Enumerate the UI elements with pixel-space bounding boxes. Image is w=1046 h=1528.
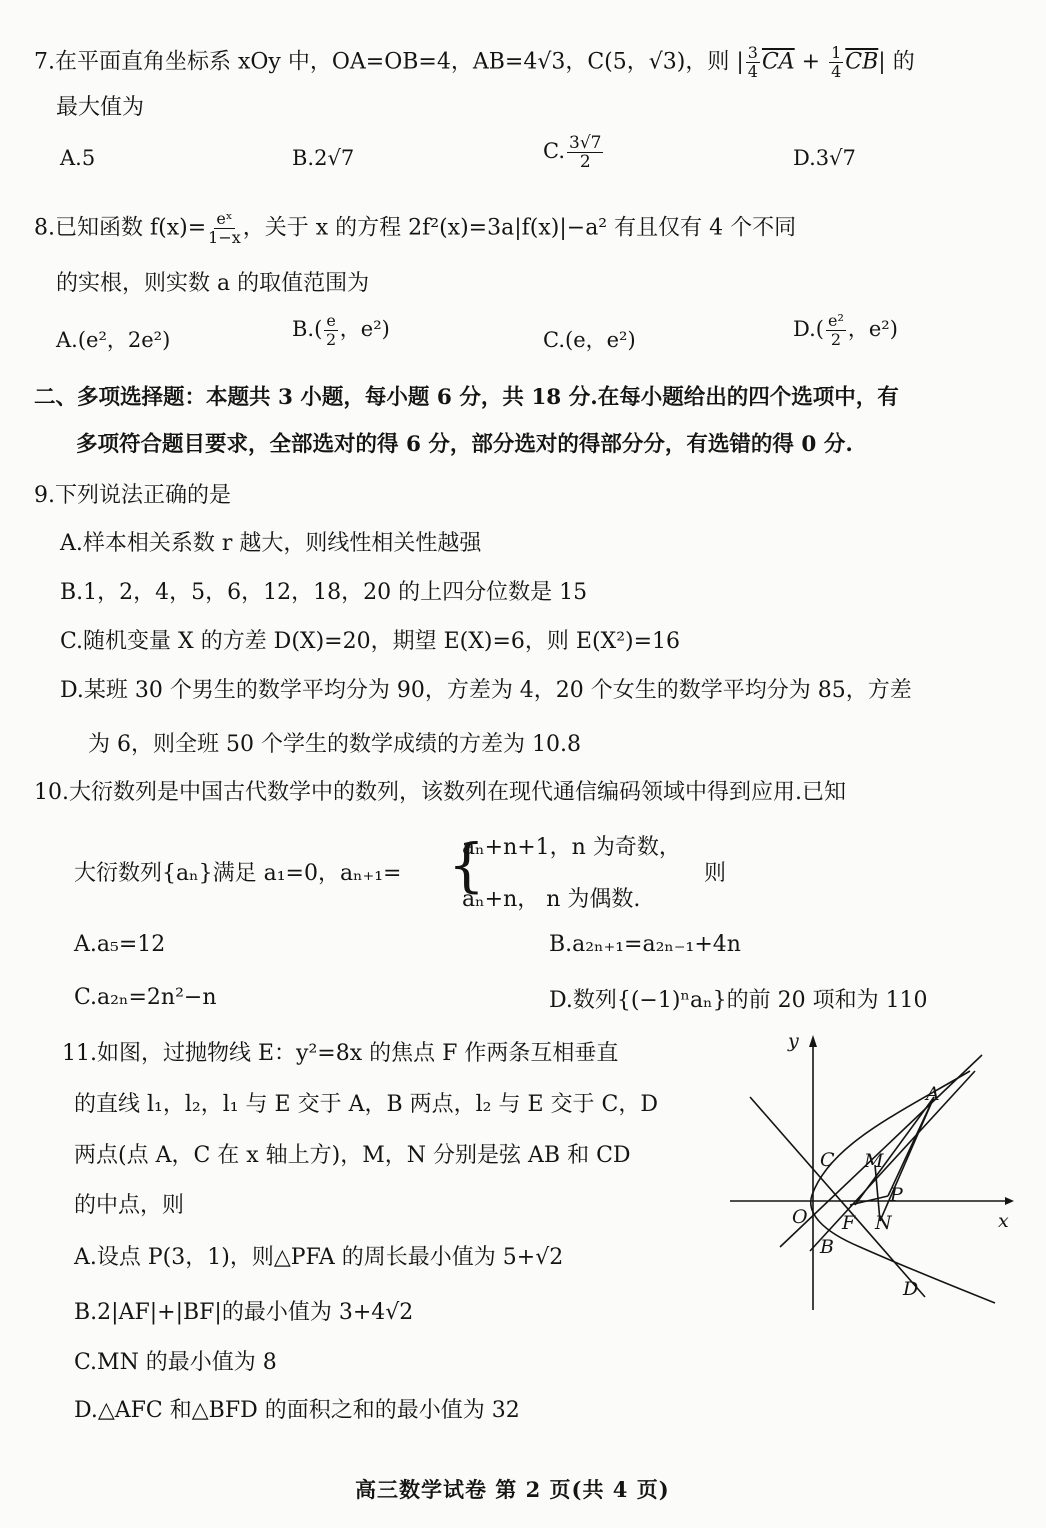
q7-option-c-den: 2 bbox=[579, 152, 591, 172]
label-y: y bbox=[788, 1030, 799, 1052]
q7-option-c-label: C. bbox=[543, 139, 565, 163]
q10-case-even: aₙ+n， n 为偶数. bbox=[462, 887, 641, 912]
label-m: M bbox=[864, 1150, 884, 1172]
q11-stem-line2: 的直线 l₁，l₂，l₁ 与 E 交于 A，B 两点，l₂ 与 E 交于 C，D bbox=[74, 1092, 659, 1117]
q7-option-c-num: 3√7 bbox=[569, 133, 602, 153]
label-f: F bbox=[842, 1212, 856, 1234]
q11-option-c: C.MN 的最小值为 8 bbox=[74, 1350, 277, 1375]
q10-stem-then: 则 bbox=[704, 861, 727, 886]
q10-option-b: B.a₂ₙ₊₁=a₂ₙ₋₁+4n bbox=[549, 932, 741, 957]
parabola-curve bbox=[811, 1071, 995, 1303]
q9-option-b: B.1，2，4，5，6，12，18，20 的上四分位数是 15 bbox=[60, 580, 588, 605]
q10-case-brace: { bbox=[448, 831, 485, 899]
section2-line2: 多项符合题目要求，全部选对的得 6 分，部分选对的得部分分，有选错的得 0 分. bbox=[76, 432, 853, 457]
q11-option-b: B.2|AF|+|BF|的最小值为 3+4√2 bbox=[74, 1300, 414, 1325]
q8-option-b-den: 2 bbox=[325, 330, 337, 349]
label-p: P bbox=[890, 1184, 903, 1206]
q7-plus: + bbox=[794, 49, 828, 75]
q8-frac-den: 1−x bbox=[208, 228, 241, 247]
q8-option-b bbox=[292, 312, 390, 349]
q9-option-c: C.随机变量 X 的方差 D(X)=20，期望 E(X)=6，则 E(X²)=16 bbox=[60, 629, 681, 654]
q8-option-b-num: e bbox=[326, 311, 336, 330]
q7-stem-tail: | 的 bbox=[878, 49, 915, 75]
q8-option-b-post: ，e²) bbox=[339, 317, 390, 341]
q8-stem-text: 8.已知函数 f(x)= bbox=[34, 215, 207, 241]
q7-frac1 bbox=[746, 44, 760, 81]
q8-option-d-frac bbox=[826, 312, 846, 349]
q8-option-c: C.(e，e²) bbox=[543, 328, 636, 352]
q7-frac1-den: 4 bbox=[747, 62, 758, 81]
q10-option-a: A.a₅=12 bbox=[74, 932, 166, 957]
q8-frac bbox=[208, 210, 241, 247]
q9-stem: 9.下列说法正确的是 bbox=[34, 483, 231, 508]
q11-stem-line4: 的中点，则 bbox=[74, 1193, 185, 1218]
parabola-figure bbox=[720, 1025, 1020, 1315]
q7-option-c-frac bbox=[567, 134, 603, 171]
q9-option-a: A.样本相关系数 r 越大，则线性相关性越强 bbox=[60, 531, 482, 556]
q8-option-b-frac bbox=[324, 312, 337, 349]
q11-stem-line3: 两点(点 A，C 在 x 轴上方)，M，N 分别是弦 AB 和 CD bbox=[74, 1143, 631, 1168]
q7-frac2-num: 1 bbox=[831, 43, 842, 62]
section2-line1: 二、多项选择题：本题共 3 小题，每小题 6 分，共 18 分.在每小题给出的四个选项中，有 bbox=[34, 385, 899, 410]
q8-option-a: A.(e²，2e²) bbox=[56, 328, 171, 352]
page-footer: 高三数学试卷 第 2 页(共 4 页) bbox=[355, 1477, 670, 1502]
q9-option-d-line1: D.某班 30 个男生的数学平均分为 90，方差为 4，20 个女生的数学平均分为 85，方差 bbox=[60, 678, 912, 703]
q10-option-c: C.a₂ₙ=2n²−n bbox=[74, 985, 217, 1010]
q8-option-b-pre: B.( bbox=[292, 317, 323, 341]
label-c: C bbox=[820, 1149, 835, 1171]
q7-frac2 bbox=[829, 44, 843, 81]
q11-stem-line1: 11.如图，过抛物线 E：y²=8x 的焦点 F 作两条互相垂直 bbox=[62, 1041, 619, 1066]
q8-option-d-pre: D.( bbox=[793, 317, 824, 341]
q7-option-c bbox=[543, 134, 605, 171]
q7-option-d: D.3√7 bbox=[793, 146, 856, 170]
q9-option-d-line2: 为 6，则全班 50 个学生的数学成绩的方差为 10.8 bbox=[88, 732, 581, 757]
q8-option-d bbox=[793, 312, 898, 349]
label-o: O bbox=[792, 1206, 808, 1228]
q8-frac-num: eˣ bbox=[216, 209, 233, 228]
q8-stem-line2: 的实根，则实数 a 的取值范围为 bbox=[56, 271, 370, 296]
q8-option-d-num: e² bbox=[827, 311, 844, 330]
q7-vector-cb: $\overline{CB}$ bbox=[845, 49, 879, 75]
q7-option-a: A.5 bbox=[60, 146, 96, 170]
label-x: x bbox=[998, 1210, 1009, 1232]
q8-stem-tail: ，关于 x 的方程 2f²(x)=3a|f(x)|−a² 有且仅有 4 个不同 bbox=[242, 215, 797, 241]
q8-stem bbox=[34, 210, 796, 247]
label-d: D bbox=[903, 1278, 919, 1300]
q7-vector-ca: $\overline{CA}$ bbox=[761, 49, 795, 75]
q11-option-a: A.设点 P(3，1)，则△PFA 的周长最小值为 5+√2 bbox=[74, 1245, 564, 1270]
q8-option-d-post: ，e²) bbox=[847, 317, 898, 341]
label-b: B bbox=[820, 1236, 834, 1258]
q11-option-d: D.△AFC 和△BFD 的面积之和的最小值为 32 bbox=[74, 1398, 520, 1423]
q7-stem-line2: 最大值为 bbox=[56, 95, 145, 120]
q7-stem-text: 7.在平面直角坐标系 xOy 中，OA=OB=4，AB=4√3，C(5，√3)，则 | bbox=[34, 49, 744, 75]
label-a: A bbox=[926, 1083, 940, 1105]
q10-stem-line1: 10.大衍数列是中国古代数学中的数列，该数列在现代通信编码领域中得到应用.已知 bbox=[34, 780, 846, 805]
y-axis-arrow-icon bbox=[809, 1035, 817, 1047]
q7-stem bbox=[34, 44, 915, 81]
label-n: N bbox=[875, 1212, 892, 1234]
q10-case-odd: aₙ+n+1，n 为奇数， bbox=[462, 835, 681, 860]
x-axis-arrow-icon bbox=[1005, 1197, 1014, 1205]
q8-option-d-den: 2 bbox=[830, 330, 841, 349]
q7-frac1-num: 3 bbox=[747, 43, 758, 62]
line-l1 bbox=[810, 1071, 975, 1251]
q10-stem-line2: 大衍数列{aₙ}满足 a₁=0，aₙ₊₁= bbox=[74, 861, 402, 886]
q10-option-d: D.数列{(−1)ⁿaₙ}的前 20 项和为 110 bbox=[549, 988, 928, 1013]
q7-frac2-den: 4 bbox=[831, 62, 842, 81]
q7-option-b: B.2√7 bbox=[292, 146, 355, 170]
